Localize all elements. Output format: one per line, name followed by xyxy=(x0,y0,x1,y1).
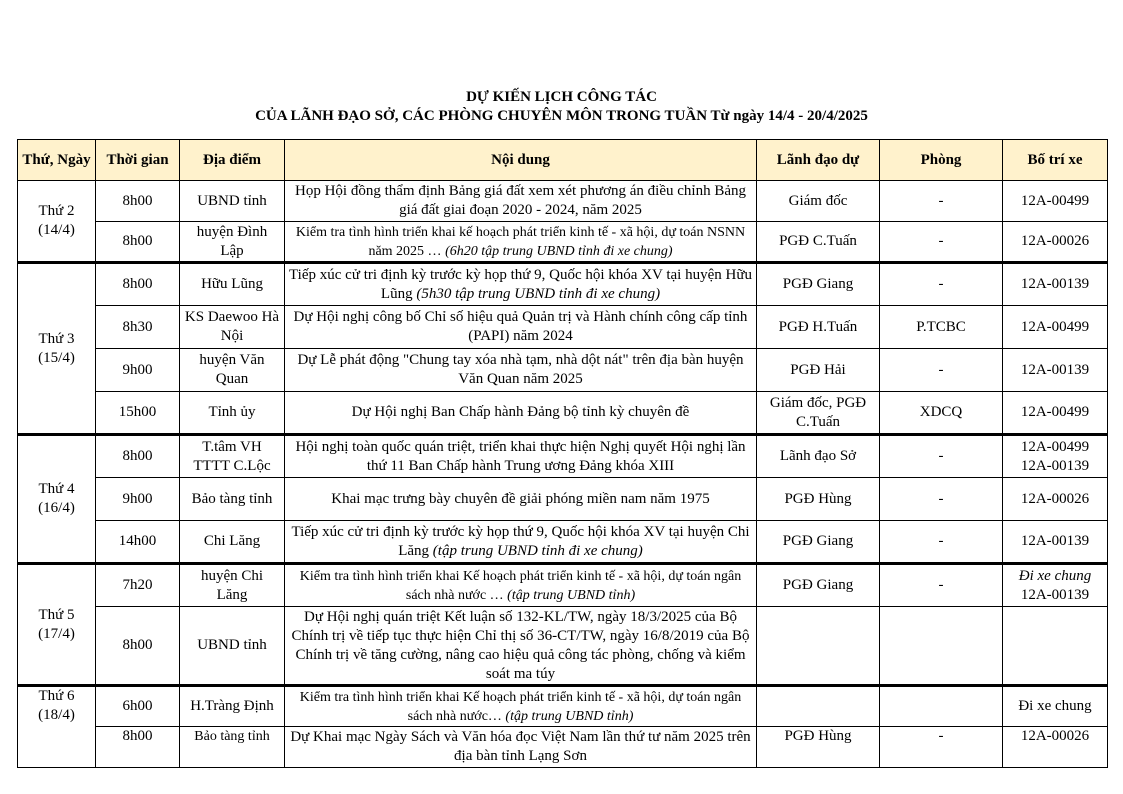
leader-cell: PGĐ Giang xyxy=(757,521,880,564)
location-cell: Chi Lăng xyxy=(180,521,285,564)
table-row xyxy=(18,478,1108,521)
time-cell: 9h00 xyxy=(96,349,180,392)
leader-cell xyxy=(757,607,880,686)
header-location: Địa điểm xyxy=(180,140,285,181)
content-note: (tập trung UBND tỉnh) xyxy=(507,587,636,603)
day-cell-thu: Thứ 5 (17/4) xyxy=(18,564,96,686)
time-cell: 8h00 xyxy=(96,181,180,222)
time-cell: 8h00 xyxy=(96,727,180,768)
leader-cell: PGĐ C.Tuấn xyxy=(757,222,880,263)
leader-cell: Giám đốc, PGĐ C.Tuấn xyxy=(757,392,880,435)
content-cell: Tiếp xúc cử tri định kỳ trước kỳ họp thứ 9, Quốc hội khóa XV tại huyện Chi Lăng (tập trung UBND tỉnh đi xe chung) xyxy=(285,521,757,564)
vehicle-cell: 12A-00139 xyxy=(1003,521,1108,564)
time-cell: 8h30 xyxy=(96,306,180,349)
department-cell: - xyxy=(880,564,1003,607)
leader-cell: PGĐ Hùng xyxy=(757,478,880,521)
location-cell: UBND tỉnh xyxy=(180,607,285,686)
header-day: Thứ, Ngày xyxy=(18,140,96,181)
location-cell: Bảo tàng tỉnh xyxy=(180,478,285,521)
table-row xyxy=(18,181,1108,222)
content-cell: Kiểm tra tình hình triển khai Kế hoạch phát triển kinh tế - xã hội, dự toán ngân sách nhà nước … (tập trung UBND tỉnh) xyxy=(285,564,757,607)
table-row xyxy=(18,306,1108,349)
department-cell: - xyxy=(880,263,1003,306)
content-cell: Tiếp xúc cử tri định kỳ trước kỳ họp thứ 9, Quốc hội khóa XV tại huyện Hữu Lũng (5h30 tập trung UBND tỉnh đi xe chung) xyxy=(285,263,757,306)
content-cell: Họp Hội đồng thẩm định Bảng giá đất xem xét phương án điều chỉnh Bảng giá đất giai đoạn 2020 - 2024, năm 2025 xyxy=(285,181,757,222)
table-row xyxy=(18,521,1108,564)
location-cell: Hữu Lũng xyxy=(180,263,285,306)
content-note: (5h30 tập trung UBND tỉnh đi xe chung) xyxy=(416,285,661,302)
header-department: Phòng xyxy=(880,140,1003,181)
schedule-table xyxy=(17,139,1108,768)
vehicle-cell: Đi xe chung xyxy=(1003,686,1108,727)
vehicle-cell xyxy=(1003,607,1108,686)
content-note: (6h20 tập trung UBND tỉnh đi xe chung) xyxy=(445,243,673,259)
location-cell: huyện Chi Lăng xyxy=(180,564,285,607)
header-time: Thời gian xyxy=(96,140,180,181)
content-cell: Dự Hội nghị Ban Chấp hành Đảng bộ tỉnh kỳ chuyên đề xyxy=(285,392,757,435)
time-cell: 9h00 xyxy=(96,478,180,521)
leader-cell: PGĐ Hải xyxy=(757,349,880,392)
table-header-row xyxy=(18,140,1108,181)
vehicle-cell: 12A-00026 xyxy=(1003,478,1108,521)
day-cell-tue: Thứ 3 (15/4) xyxy=(18,263,96,435)
time-cell: 8h00 xyxy=(96,435,180,478)
content-cell: Dự Lễ phát động "Chung tay xóa nhà tạm, nhà dột nát" trên địa bàn huyện Văn Quan năm 2025 xyxy=(285,349,757,392)
content-cell: Dự Khai mạc Ngày Sách và Văn hóa đọc Việt Nam lần thứ tư năm 2025 trên địa bàn tỉnh Lạng Sơn xyxy=(285,727,757,768)
content-cell: Kiểm tra tình hình triển khai kế hoạch phát triển kinh tế - xã hội, dự toán NSNN năm 2025 … (6h20 tập trung UBND tỉnh đi xe chung) xyxy=(285,222,757,263)
department-cell: - xyxy=(880,435,1003,478)
department-cell: - xyxy=(880,521,1003,564)
time-cell: 14h00 xyxy=(96,521,180,564)
department-cell: - xyxy=(880,349,1003,392)
vehicle-cell: 12A-00499 xyxy=(1003,392,1108,435)
vehicle-cell: 12A-00139 xyxy=(1003,263,1108,306)
vehicle-cell: 12A-00026 xyxy=(1003,222,1108,263)
time-cell: 8h00 xyxy=(96,607,180,686)
leader-cell: PGĐ Giang xyxy=(757,564,880,607)
table-row xyxy=(18,349,1108,392)
leader-cell: Lãnh đạo Sở xyxy=(757,435,880,478)
content-cell: Khai mạc trưng bày chuyên đề giải phóng miền nam năm 1975 xyxy=(285,478,757,521)
leader-cell: Giám đốc xyxy=(757,181,880,222)
time-cell: 15h00 xyxy=(96,392,180,435)
table-row xyxy=(18,686,1108,727)
day-cell-fri: Thứ 6 (18/4) xyxy=(18,686,96,768)
header-content: Nội dung xyxy=(285,140,757,181)
location-cell: huyện Văn Quan xyxy=(180,349,285,392)
time-cell: 8h00 xyxy=(96,222,180,263)
location-cell: KS Daewoo Hà Nội xyxy=(180,306,285,349)
location-cell: T.tâm VH TTTT C.Lộc xyxy=(180,435,285,478)
content-note: (tập trung UBND tỉnh đi xe chung) xyxy=(432,542,643,559)
schedule-subtitle: CỦA LÃNH ĐẠO SỞ, CÁC PHÒNG CHUYÊN MÔN TRONG TUẦN Từ ngày 14/4 - 20/4/2025 xyxy=(255,108,868,124)
department-cell: - xyxy=(880,181,1003,222)
vehicle-cell: 12A-00499 xyxy=(1003,306,1108,349)
department-cell: - xyxy=(880,727,1003,768)
department-cell: - xyxy=(880,478,1003,521)
day-cell-wed: Thứ 4 (16/4) xyxy=(18,435,96,564)
header-vehicle: Bố trí xe xyxy=(1003,140,1108,181)
leader-cell: PGĐ Hùng xyxy=(757,727,880,768)
table-row xyxy=(18,607,1108,686)
table-row xyxy=(18,222,1108,263)
content-cell: Kiểm tra tình hình triển khai Kế hoạch phát triển kinh tế - xã hội, dự toán ngân sách nhà nước… (tập trung UBND tỉnh) xyxy=(285,686,757,727)
day-cell-mon: Thứ 2 (14/4) xyxy=(18,181,96,263)
leader-cell: PGĐ H.Tuấn xyxy=(757,306,880,349)
table-row xyxy=(18,727,1108,768)
content-cell: Dự Hội nghị công bố Chỉ số hiệu quả Quản trị và Hành chính công cấp tỉnh (PAPI) năm 2024 xyxy=(285,306,757,349)
time-cell: 7h20 xyxy=(96,564,180,607)
location-cell: UBND tỉnh xyxy=(180,181,285,222)
location-cell: Bảo tàng tỉnh xyxy=(180,727,285,768)
leader-cell xyxy=(757,686,880,727)
department-cell: P.TCBC xyxy=(880,306,1003,349)
vehicle-cell: 12A-00139 xyxy=(1003,349,1108,392)
vehicle-cell: Đi xe chung 12A-00139 xyxy=(1003,564,1108,607)
department-cell: XDCQ xyxy=(880,392,1003,435)
time-cell: 6h00 xyxy=(96,686,180,727)
department-cell: - xyxy=(880,222,1003,263)
vehicle-cell: 12A-00026 xyxy=(1003,727,1108,768)
department-cell xyxy=(880,607,1003,686)
table-row xyxy=(18,263,1108,306)
table-row xyxy=(18,564,1108,607)
content-note: (tập trung UBND tỉnh) xyxy=(505,708,634,724)
vehicle-cell: 12A-00499 xyxy=(1003,181,1108,222)
location-cell: H.Tràng Định xyxy=(180,686,285,727)
location-cell: huyện Đình Lập xyxy=(180,222,285,263)
leader-cell: PGĐ Giang xyxy=(757,263,880,306)
header-leader: Lãnh đạo dự xyxy=(757,140,880,181)
table-row xyxy=(18,392,1108,435)
table-row xyxy=(18,435,1108,478)
department-cell xyxy=(880,686,1003,727)
vehicle-cell: 12A-00499 12A-00139 xyxy=(1003,435,1108,478)
content-cell: Dự Hội nghị quán triệt Kết luận số 132-KL/TW, ngày 18/3/2025 của Bộ Chính trị về tiếp tục thực hiện Chỉ thị số 36-CT/TW, ngày 16/8/2019 của Bộ Chính trị về tăng cường, nâng cao hiệu quả công tác phòng, chống và kiểm soát ma túy xyxy=(285,607,757,686)
content-cell: Hội nghị toàn quốc quán triệt, triển khai thực hiện Nghị quyết Hội nghị lần thứ 11 Ban Chấp hành Trung ương Đảng khóa XIII xyxy=(285,435,757,478)
location-cell: Tỉnh ủy xyxy=(180,392,285,435)
schedule-title: DỰ KIẾN LỊCH CÔNG TÁC xyxy=(466,89,657,105)
time-cell: 8h00 xyxy=(96,263,180,306)
